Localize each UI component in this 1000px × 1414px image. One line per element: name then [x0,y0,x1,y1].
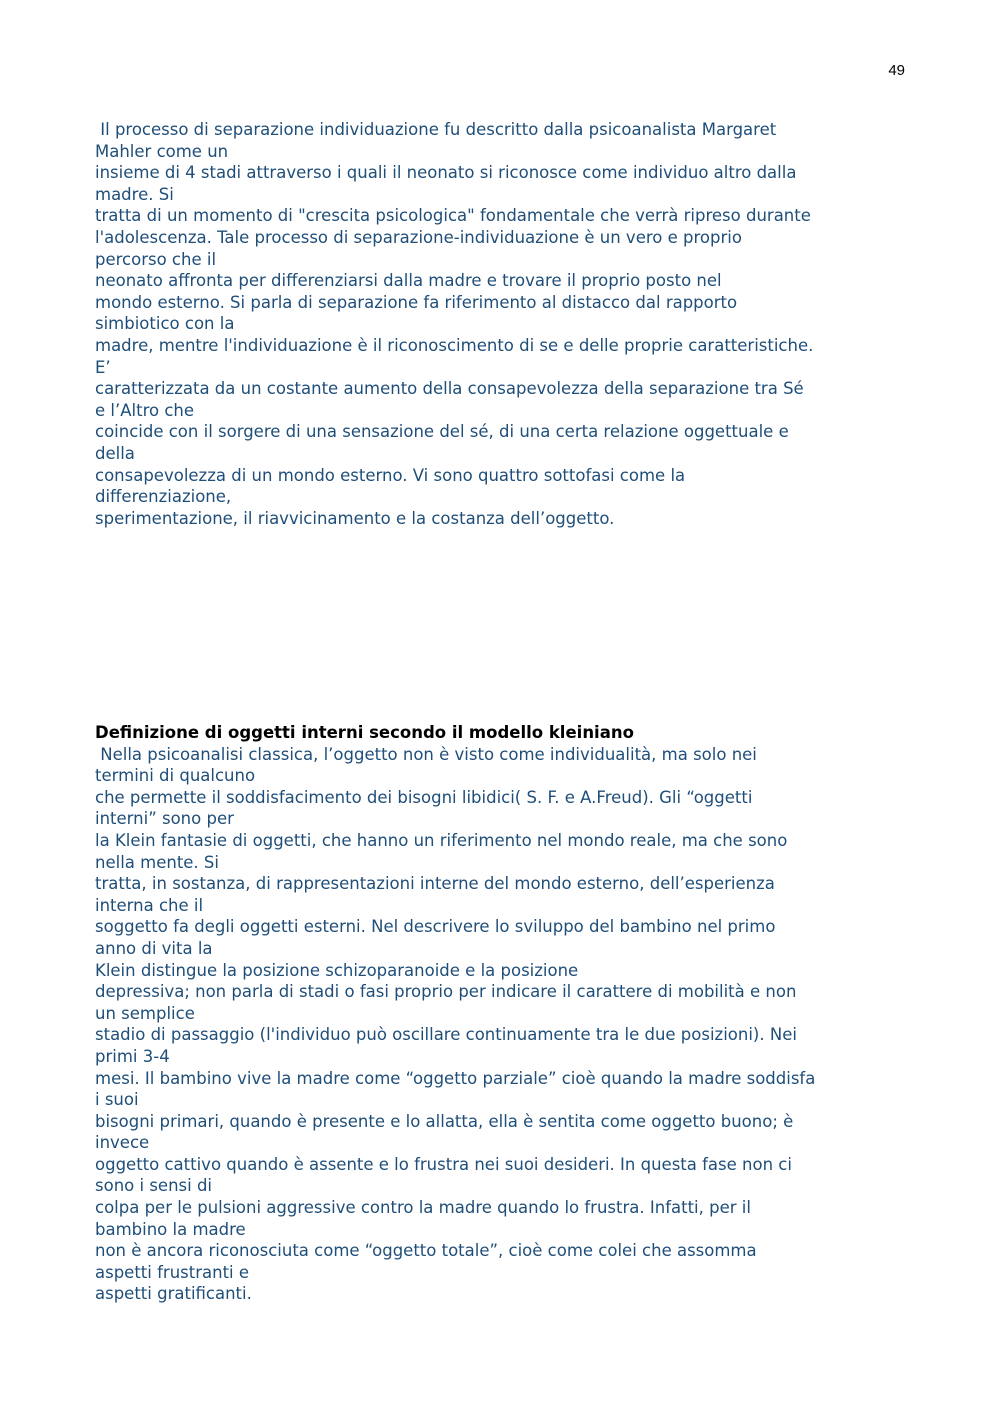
text-line: stadio di passaggio (l'individuo può oscillare continuamente tra le due posizioni). Nei [95,1025,797,1045]
paragraph-separation-individuation [95,119,915,529]
text-line: interni” sono per [95,809,234,829]
text-line: non è ancora riconosciuta come “oggetto totale”, cioè come colei che assomma [95,1241,757,1261]
text-line: bambino la madre [95,1219,246,1239]
text-line: aspetti gratificanti. [95,1284,252,1304]
text-line: oggetto cattivo quando è assente e lo frustra nei suoi desideri. In questa fase non ci [95,1154,792,1174]
text-line: neonato affronta per differenziarsi dalla madre e trovare il proprio posto nel [95,271,722,291]
text-line: madre, mentre l'individuazione è il riconoscimento di se e delle proprie caratteristiche. [95,335,814,355]
section-heading: Definizione di oggetti interni secondo il modello kleiniano [95,723,634,742]
text-line: differenziazione, [95,487,232,507]
text-line: Nella psicoanalisi classica, l’oggetto non è visto come individualità, ma solo nei [95,744,757,764]
text-line: della [95,443,135,463]
text-line: Klein distingue la posizione schizoparanoide e la posizione [95,960,579,980]
text-line: termini di qualcuno [95,766,256,786]
text-line: nella mente. Si [95,852,219,872]
text-line: interna che il [95,895,204,915]
section-internal-objects [95,722,915,1305]
text-line: tratta, in sostanza, di rappresentazioni interne del mondo esterno, dell’esperienza [95,874,775,894]
text-line: che permette il soddisfacimento dei bisogni libidici( S. F. e A.Freud). Gli “oggetti [95,787,753,807]
text-line: caratterizzata da un costante aumento della consapevolezza della separazione tra Sé [95,379,804,399]
text-line: bisogni primari, quando è presente e lo allatta, ella è sentita come oggetto buono; è [95,1111,794,1131]
text-line: Mahler come un [95,141,229,161]
text-line: un semplice [95,1003,195,1023]
text-line: depressiva; non parla di stadi o fasi proprio per indicare il carattere di mobilità e non [95,982,797,1002]
text-line: primi 3-4 [95,1046,170,1066]
text-line: l'adolescenza. Tale processo di separazione-individuazione è un vero e proprio [95,227,742,247]
text-line: consapevolezza di un mondo esterno. Vi sono quattro sottofasi come la [95,465,686,485]
text-line: Il processo di separazione individuazione fu descritto dalla psicoanalista Margaret [95,120,777,139]
text-line: mondo esterno. Si parla di separazione fa riferimento al distacco dal rapporto [95,292,738,312]
text-line: insieme di 4 stadi attraverso i quali il neonato si riconosce come individuo altro dalla [95,163,797,183]
text-line: aspetti frustranti e [95,1262,250,1282]
text-line: sono i sensi di [95,1176,213,1196]
text-line: tratta di un momento di "crescita psicologica" fondamentale che verrà ripreso durante [95,206,811,226]
text-line: e l’Altro che [95,400,195,420]
text-line: madre. Si [95,184,174,204]
text-line: coincide con il sorgere di una sensazione del sé, di una certa relazione oggettuale e [95,422,789,442]
text-line: invece [95,1133,150,1153]
page-number: 49 [888,62,905,79]
text-line: anno di vita la [95,938,213,958]
text-line: sperimentazione, il riavvicinamento e la costanza dell’oggetto. [95,508,615,528]
text-line: colpa per le pulsioni aggressive contro la madre quando lo frustra. Infatti, per il [95,1198,751,1218]
text-line: percorso che il [95,249,217,269]
text-line: la Klein fantasie di oggetti, che hanno un riferimento nel mondo reale, ma che sono [95,830,788,850]
text-line: soggetto fa degli oggetti esterni. Nel descrivere lo sviluppo del bambino nel primo [95,917,776,937]
text-line: simbiotico con la [95,314,235,334]
text-line: E’ [95,357,111,377]
text-line: i suoi [95,1090,139,1110]
text-line: mesi. Il bambino vive la madre come “oggetto parziale” cioè quando la madre soddisfa [95,1068,816,1088]
